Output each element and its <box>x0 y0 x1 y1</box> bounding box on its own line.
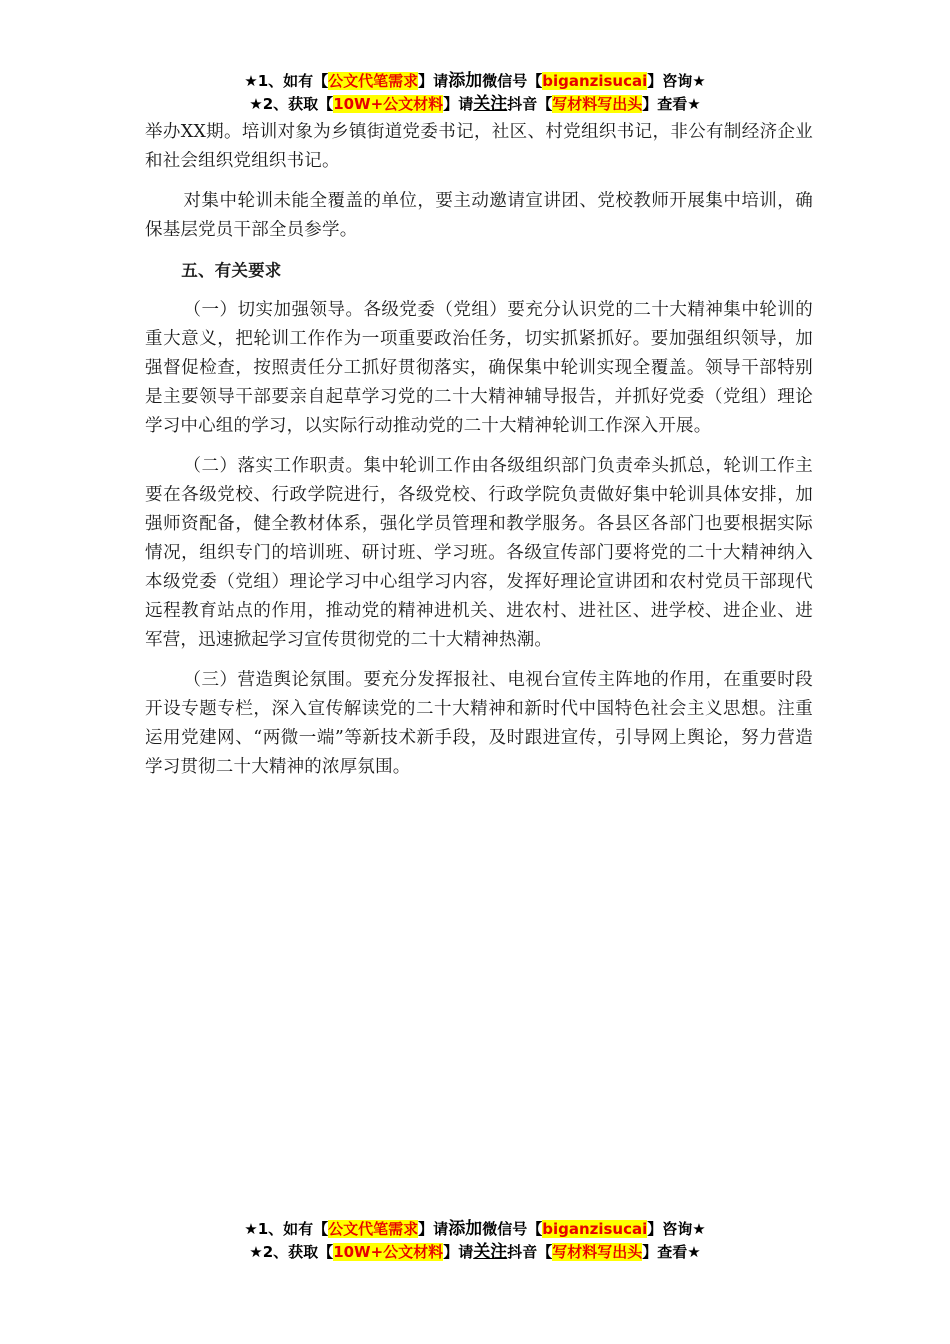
paragraph-training-targets: 举办XX期。培训对象为乡镇街道党委书记，社区、村党组织书记，非公有制经济企业和社会组织党组织书记。 <box>145 122 813 171</box>
service-highlight: 公文代笔需求 <box>328 72 419 90</box>
banner-line-1: ★1、如有【公文代笔需求】请添加微信号【biganzisucai】咨询★ <box>244 1219 706 1239</box>
materials-highlight: 10W+公文材料 <box>333 1243 444 1261</box>
paragraph-responsibilities: （二）落实工作职责。集中轮训工作由各级组织部门负责牵头抓总，轮训工作主要在各级党校、行政学院进行，各级党校、行政学院负责做好集中轮训具体安排，加强师资配备，健全教材体系，强化学员管理和教学服务。各县区各部门也要根据实际情况，组织专门的培训班、研讨班、学习班。各级宣传部门要将党的二十大精神纳入本级党委（党组）理论学习中心组学习内容，发挥好理论宣讲团和农村党员干部现代远程教育站点的作用，推动党的精神进机关、进农村、进社区、进学校、进企业、进军营，迅速掀起学习宣传贯彻党的二十大精神热潮。 <box>145 456 813 650</box>
wechat-id-highlight: biganzisucai <box>542 72 648 90</box>
header-banner <box>0 70 950 116</box>
footer-banner <box>0 1218 950 1264</box>
wechat-id-highlight: biganzisucai <box>542 1220 648 1238</box>
douyin-id-highlight: 写材料写出头 <box>552 1243 643 1261</box>
paragraph-coverage: 对集中轮训未能全覆盖的单位，要主动邀请宣讲团、党校教师开展集中培训，确保基层党员干部全员参学。 <box>145 191 813 240</box>
banner-line-2: ★2、获取【10W+公文材料】请关注抖音【写材料写出头】查看★ <box>249 94 701 114</box>
document-body <box>145 118 813 793</box>
materials-highlight: 10W+公文材料 <box>333 95 444 113</box>
service-highlight: 公文代笔需求 <box>328 1220 419 1238</box>
paragraph-public-opinion: （三）营造舆论氛围。要充分发挥报社、电视台宣传主阵地的作用，在重要时段开设专题专栏，深入宣传解读党的二十大精神和新时代中国特色社会主义思想。注重运用党建网、“两微一端”等新技术新手段，及时跟进宣传，引导网上舆论，努力营造学习贯彻二十大精神的浓厚氛围。 <box>145 670 813 777</box>
douyin-id-highlight: 写材料写出头 <box>552 95 643 113</box>
banner-line-1: ★1、如有【公文代笔需求】请添加微信号【biganzisucai】咨询★ <box>244 71 706 91</box>
paragraph-leadership: （一）切实加强领导。各级党委（党组）要充分认识党的二十大精神集中轮训的重大意义，把轮训工作作为一项重要政治任务，切实抓紧抓好。要加强组织领导，加强督促检查，按照责任分工抓好贯彻落实，确保集中轮训实现全覆盖。领导干部特别是主要领导干部要亲自起草学习党的二十大精神辅导报告，并抓好党委（党组）理论学习中心组的学习，以实际行动推动党的二十大精神轮训工作深入开展。 <box>145 300 813 436</box>
banner-line-2: ★2、获取【10W+公文材料】请关注抖音【写材料写出头】查看★ <box>249 1242 701 1262</box>
section-heading: 五、有关要求 <box>181 261 282 280</box>
